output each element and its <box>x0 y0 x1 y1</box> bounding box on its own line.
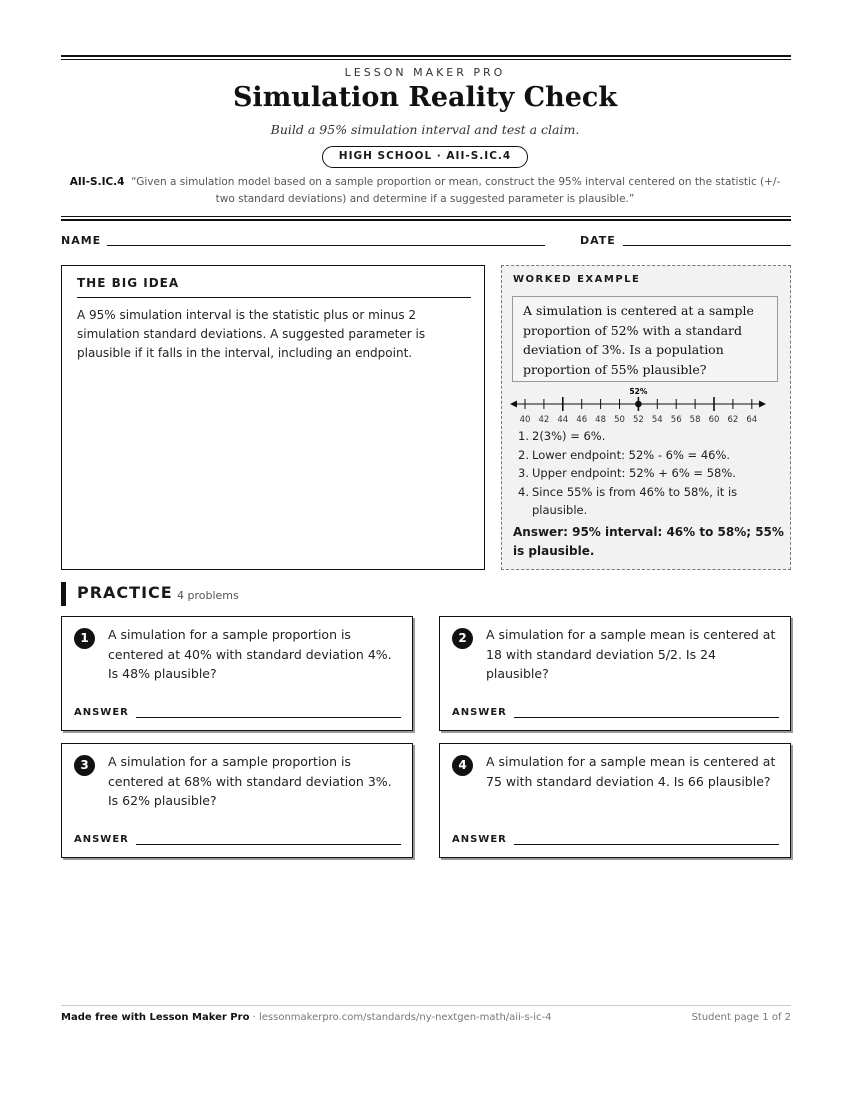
number-line-point-label: 52% <box>629 387 648 396</box>
footer-url[interactable]: · lessonmakerpro.com/standards/ny-nextgen-math/aii-s-ic-4 <box>252 1012 552 1023</box>
step-item <box>518 464 782 483</box>
worked-example-problem: A simulation is centered at a sample proportion of 52% with a standard deviation of 3%. Is a population proportion of 55% plausible? <box>512 296 778 382</box>
answer-field[interactable] <box>136 717 401 718</box>
answer-field[interactable] <box>136 844 401 845</box>
date-label: DATE <box>580 234 616 247</box>
number-line-tick-label: 46 <box>576 415 588 425</box>
step-item <box>518 427 782 446</box>
header-rule-thin <box>61 216 791 217</box>
practice-card-4 <box>439 743 791 858</box>
answer-label: ANSWER <box>452 834 507 845</box>
number-line-tick-label: 48 <box>595 415 607 425</box>
step-number: 1. <box>518 429 529 443</box>
answer-field[interactable] <box>514 844 779 845</box>
number-line-tick-label: 50 <box>614 415 625 425</box>
step-number: 2. <box>518 447 529 462</box>
footer-rule <box>61 1005 791 1006</box>
number-line-tick-label: 42 <box>538 415 550 425</box>
worked-example-heading: WORKED EXAMPLE <box>513 274 641 285</box>
number-line <box>508 386 778 426</box>
standard-description <box>64 174 786 208</box>
worked-example-answer: Answer: 95% interval: 46% to 58%; 55% is plausible. <box>513 525 784 558</box>
worked-example-steps <box>518 427 782 520</box>
answer-label: ANSWER <box>452 707 507 718</box>
answer-field[interactable] <box>514 717 779 718</box>
footer-page-number: Student page 1 of 2 <box>691 1012 791 1023</box>
answer-label: ANSWER <box>74 834 129 845</box>
problem-number-badge: 3 <box>74 755 95 776</box>
answer-label: ANSWER <box>74 707 129 718</box>
worked-example-panel <box>501 265 791 570</box>
standard-text: “Given a simulation model based on a sample proportion or mean, construct the 95% interval centered on the statistic (+/- two standard deviations) and determine if a suggested parameter is plausible.” <box>131 176 781 205</box>
practice-accent-bar <box>61 582 66 606</box>
step-item <box>518 483 782 520</box>
problem-number-badge: 2 <box>452 628 473 649</box>
number-line-tick-label: 40 <box>519 415 531 425</box>
footer-credit <box>61 1012 552 1023</box>
step-text: 2(3%) = 6%. <box>532 429 606 443</box>
standard-code: AII-S.IC.4 <box>69 176 125 188</box>
step-number: 4. <box>518 484 529 499</box>
problem-text: A simulation for a sample proportion is centered at 40% with standard deviation 4%. Is 48% plausible? <box>108 627 392 681</box>
number-line-tick-label: 54 <box>651 415 663 425</box>
top-rule-thin <box>61 59 791 60</box>
number-line-tick-label: 56 <box>670 415 682 425</box>
big-idea-panel <box>61 265 485 570</box>
page-title: Simulation Reality Check <box>232 82 618 113</box>
step-text: Lower endpoint: 52% - 6% = 46%. <box>532 447 731 462</box>
problem-number-badge: 4 <box>452 755 473 776</box>
big-idea-heading: THE BIG IDEA <box>77 276 471 298</box>
left-arrow-icon <box>510 401 517 408</box>
big-idea-text: A 95% simulation interval is the statistic plus or minus 2 simulation standard deviations. A suggested parameter is plausible if it falls in the interval, including an endpoint. <box>77 308 426 360</box>
step-item <box>518 446 782 465</box>
number-line-tick-label: 60 <box>708 415 720 425</box>
problem-text: A simulation for a sample proportion is centered at 68% with standard deviation 3%. Is 62% plausible? <box>108 754 392 808</box>
practice-card-2 <box>439 616 791 731</box>
practice-heading: PRACTICE <box>77 583 173 602</box>
problem-text: A simulation for a sample mean is centered at 18 with standard deviation 5/2. Is 24 plausible? <box>486 627 776 681</box>
practice-card-3 <box>61 743 413 858</box>
number-line-tick-label: 44 <box>557 415 569 425</box>
date-field[interactable] <box>623 245 791 246</box>
number-line-tick-label: 58 <box>689 415 701 425</box>
problem-number-badge: 1 <box>74 628 95 649</box>
right-arrow-icon <box>759 401 766 408</box>
footer-made-with: Made free with Lesson Maker Pro <box>61 1012 250 1023</box>
number-line-tick-label: 62 <box>727 415 739 425</box>
grade-standard-pill: HIGH SCHOOL · AII-S.IC.4 <box>322 146 528 168</box>
header-rule <box>61 219 791 221</box>
step-text: Since 55% is from 46% to 58%, it is plausible. <box>532 484 738 517</box>
number-line-tick-label: 52 <box>632 415 644 425</box>
top-rule <box>61 55 791 57</box>
step-text: Upper endpoint: 52% + 6% = 58%. <box>532 466 736 480</box>
name-field[interactable] <box>107 245 545 246</box>
name-label: NAME <box>61 234 102 247</box>
number-line-point <box>635 401 642 408</box>
practice-card-1 <box>61 616 413 731</box>
step-number: 3. <box>518 466 529 480</box>
number-line-tick-label: 64 <box>746 415 758 425</box>
practice-count: 4 problems <box>177 589 239 602</box>
brand-label: LESSON MAKER PRO <box>344 66 506 79</box>
problem-text: A simulation for a sample mean is centered at 75 with standard deviation 4. Is 66 plausible? <box>486 754 776 789</box>
page-subtitle: Build a 95% simulation interval and test a claim. <box>270 122 580 137</box>
